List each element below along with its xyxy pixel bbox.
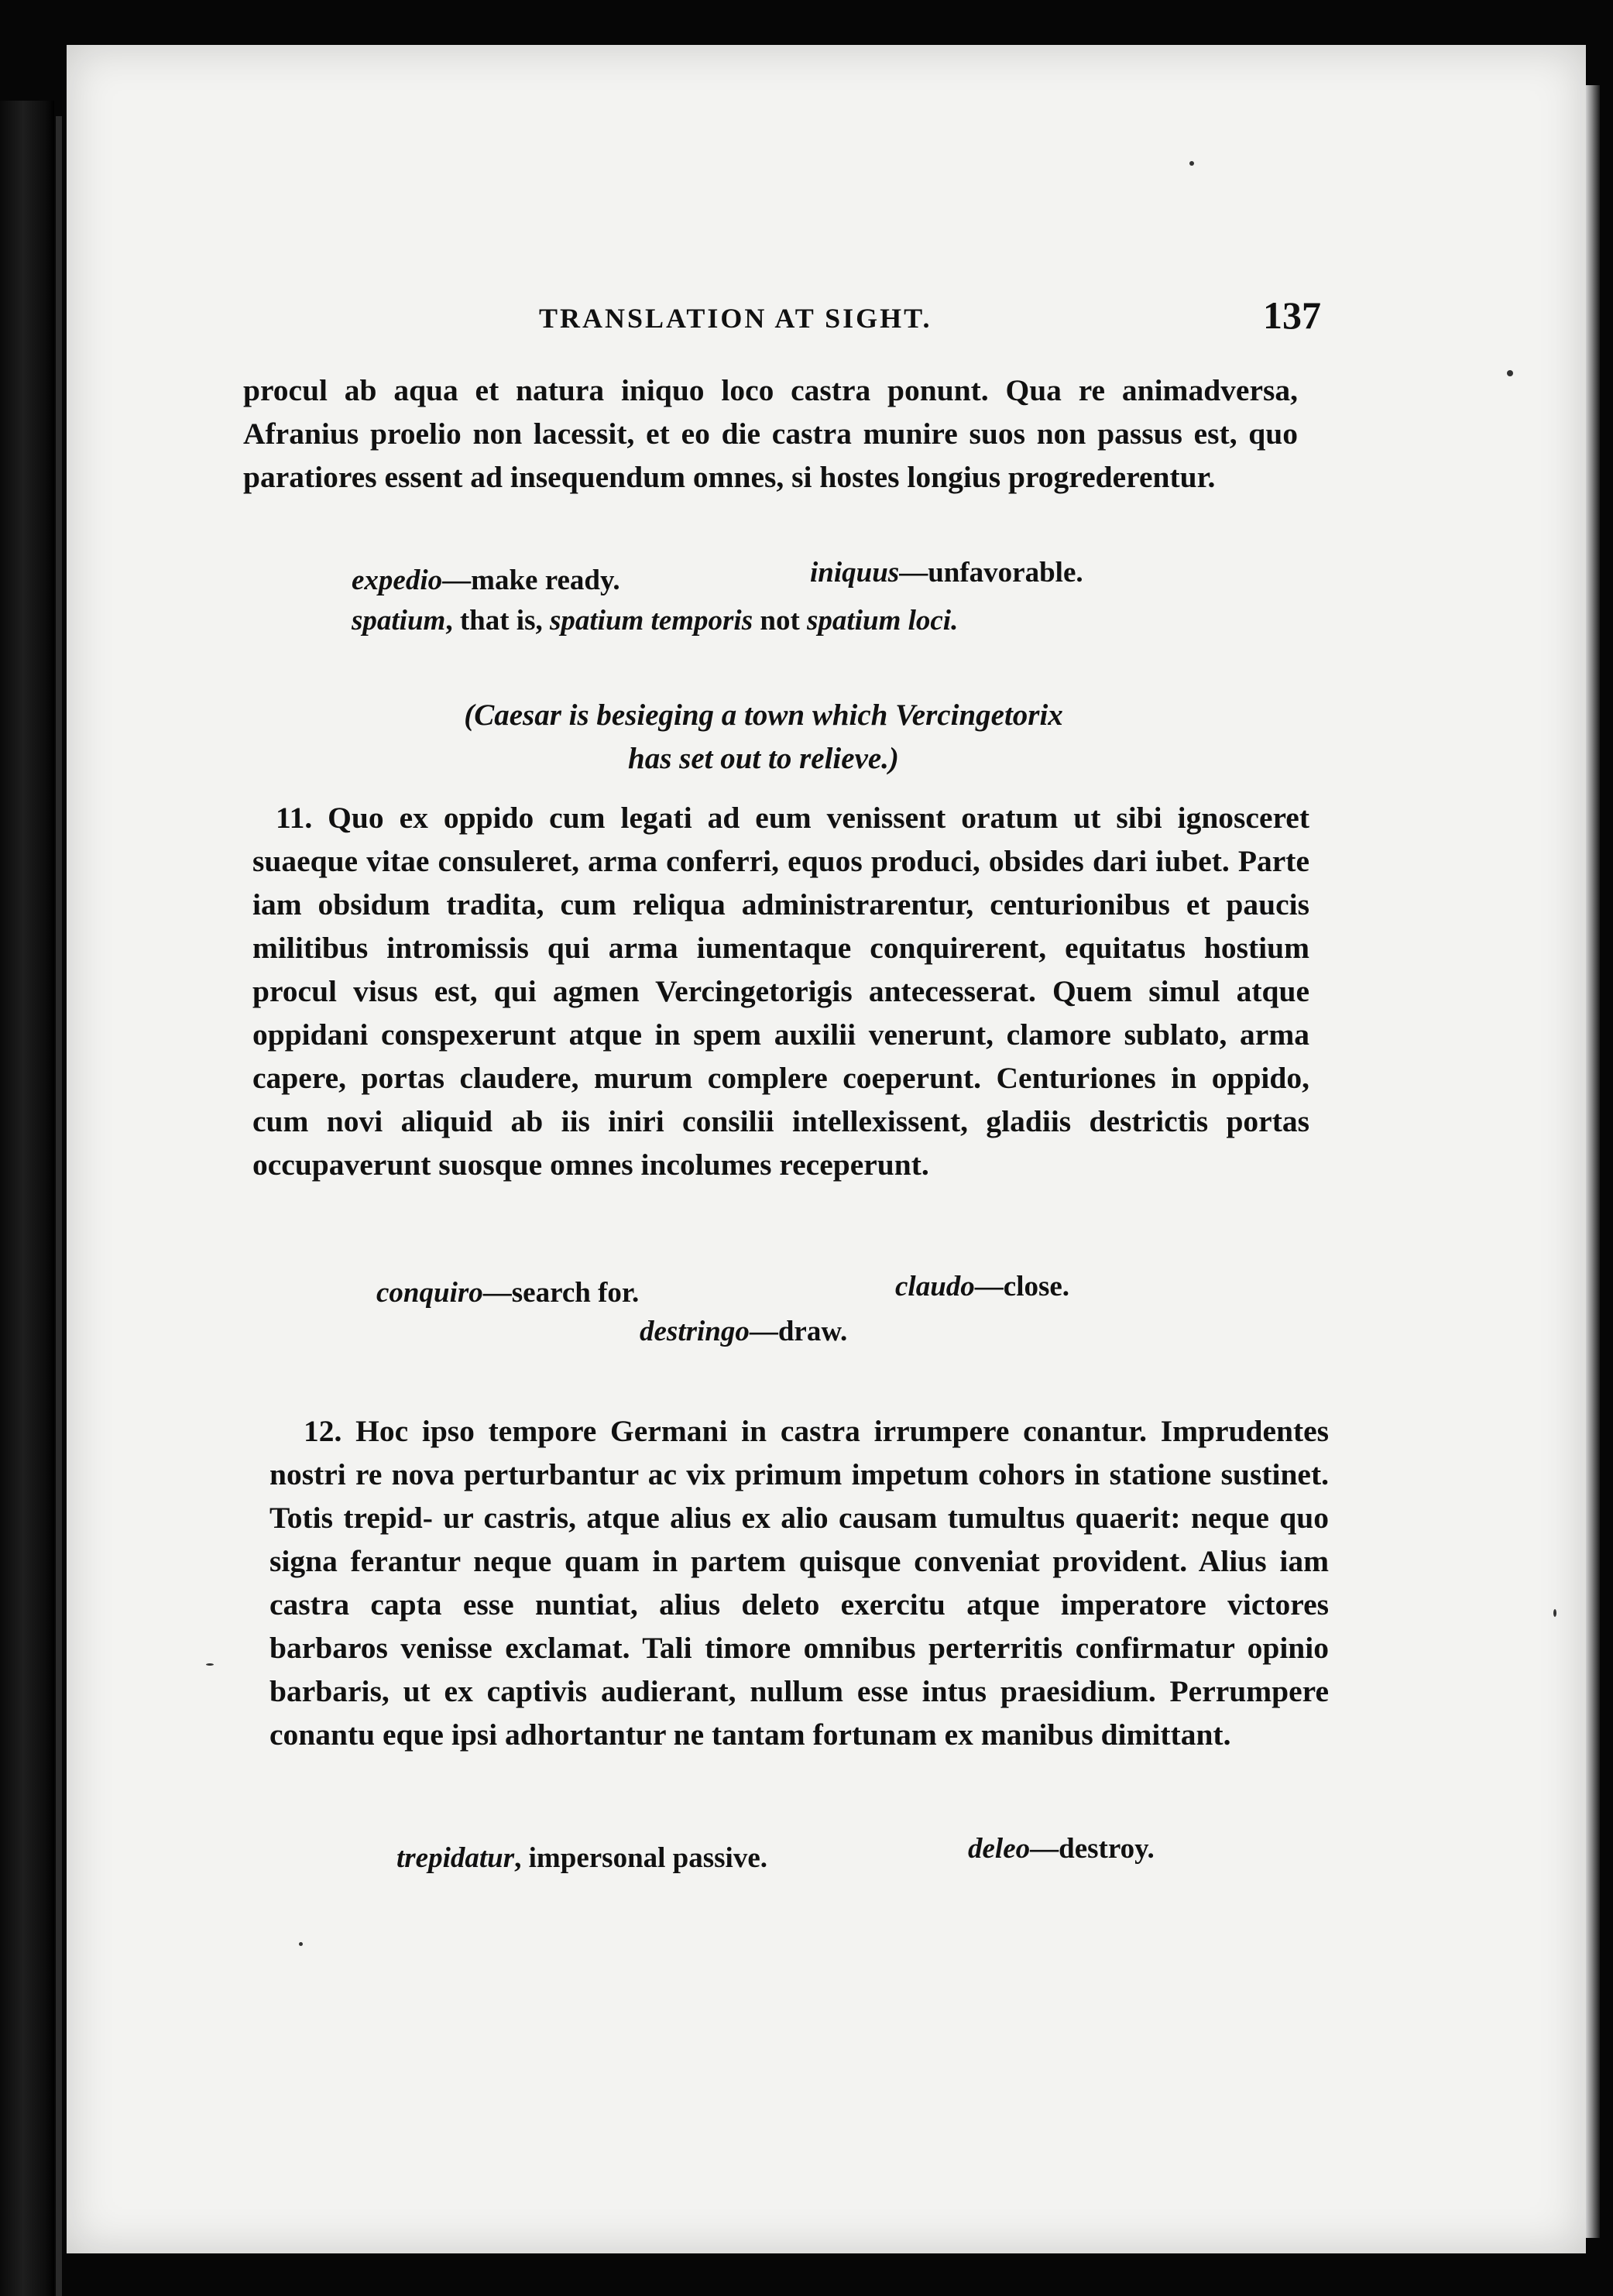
print-speck	[1507, 370, 1513, 376]
gloss-text: not	[753, 605, 808, 637]
gloss-expedio	[352, 564, 620, 597]
section-number: 11.	[276, 801, 313, 835]
gloss-deleo	[968, 1832, 1155, 1865]
gloss-term: expedio	[352, 565, 443, 596]
gloss-spatium	[352, 604, 958, 637]
page-number: 137	[1263, 293, 1321, 337]
gloss-iniquus	[810, 556, 1083, 589]
running-head-title: TRANSLATION AT SIGHT.	[539, 303, 932, 334]
passage-12-text: Hoc ipso tempore Germani in castra irrumpere conantur. Imprudentes nostri re nova perturbantur ac vix primum impetum cohors in statione sustinet. Totis trepid- ur castris, atque alius ex alio causam tumultus quaerit: neque quo signa ferantur neque quam in partem quisque conveniat provident. Alius iam castra capta esse nuntiat, alius deleto exercitu atque imperatore victores barbaros venisse exclamat. Tali timore omnibus perterritis confirmatur opinio barbaris, ut ex captivis audierant, nullum esse intus praesidium. Perrumpere conantu eque ipsi adhortantur ne tantam fortunam ex manibus dimittant.	[269, 1414, 1330, 1752]
gloss-term: spatium loci.	[807, 605, 959, 637]
gloss-definition: —destroy.	[1030, 1833, 1155, 1865]
gloss-term: spatium	[352, 605, 446, 637]
print-speck	[1553, 1609, 1556, 1617]
gloss-trepidatur	[396, 1841, 767, 1875]
gloss-definition: —unfavorable.	[899, 557, 1083, 589]
print-speck	[299, 1942, 303, 1946]
gloss-term: trepidatur	[396, 1842, 515, 1874]
gloss-definition: —make ready.	[442, 565, 620, 596]
passage-top-text: procul ab aqua et natura iniquo loco castra ponunt. Qua re animadversa, Afranius proelio non lacessit, et eo die castra munire suos non passus est, quo paratiores essent ad insequendum omnes, si hostes longius progrederentur.	[243, 373, 1298, 494]
passage-top	[243, 369, 1298, 499]
gloss-conquiro	[376, 1276, 639, 1309]
gloss-term: spatium temporis	[549, 605, 753, 637]
gloss-term: conquiro	[376, 1277, 483, 1309]
section-number: 12.	[304, 1414, 342, 1448]
passage-11	[252, 796, 1309, 1186]
right-page-edge	[1586, 85, 1600, 2238]
section-11-intro	[299, 694, 1228, 781]
intro-line-2: has set out to relieve.)	[628, 742, 899, 775]
gloss-definition: , impersonal passive.	[514, 1842, 767, 1874]
gloss-term: destringo	[640, 1316, 750, 1347]
left-page-edge	[0, 101, 54, 2296]
gloss-text: , that is,	[445, 605, 550, 637]
gloss-definition: —close.	[974, 1271, 1070, 1302]
intro-line-1: (Caesar is besieging a town which Vercingetorix	[464, 698, 1063, 732]
gloss-term: iniquus	[810, 557, 900, 589]
gloss-claudo	[895, 1270, 1069, 1303]
gloss-definition: —search for.	[482, 1277, 640, 1309]
passage-11-text: Quo ex oppido cum legati ad eum venissent oratum ut sibi ignosceret suaeque vitae consuleret, arma conferri, equos produci, obsides dari iubet. Parte iam obsidum tradita, cum reliqua administrarentur, centurionibus et paucis militibus intromissis qui arma iumentaque conquirerent, equitatus hostium procul visus est, qui agmen Vercingetorigis antecesserat. Quem simul atque oppidani conspexerunt atque in spem auxilii venerunt, clamore sublato, arma capere, portas claudere, murum complere coeperunt. Centuriones in oppido, cum novi aliquid ab iis iniri consilii intellexissent, gladiis destrictis portas occupaverunt suosque omnes incolumes receperunt.	[252, 801, 1309, 1182]
print-speck	[206, 1663, 214, 1666]
book-page	[67, 45, 1586, 2253]
print-speck	[1189, 161, 1194, 166]
gloss-definition: —draw.	[749, 1316, 848, 1347]
running-head	[539, 293, 1321, 347]
gloss-destringo	[640, 1315, 847, 1348]
book-gutter	[56, 116, 62, 2296]
gloss-term: deleo	[968, 1833, 1031, 1865]
passage-12	[269, 1409, 1329, 1756]
gloss-term: claudo	[895, 1271, 975, 1302]
